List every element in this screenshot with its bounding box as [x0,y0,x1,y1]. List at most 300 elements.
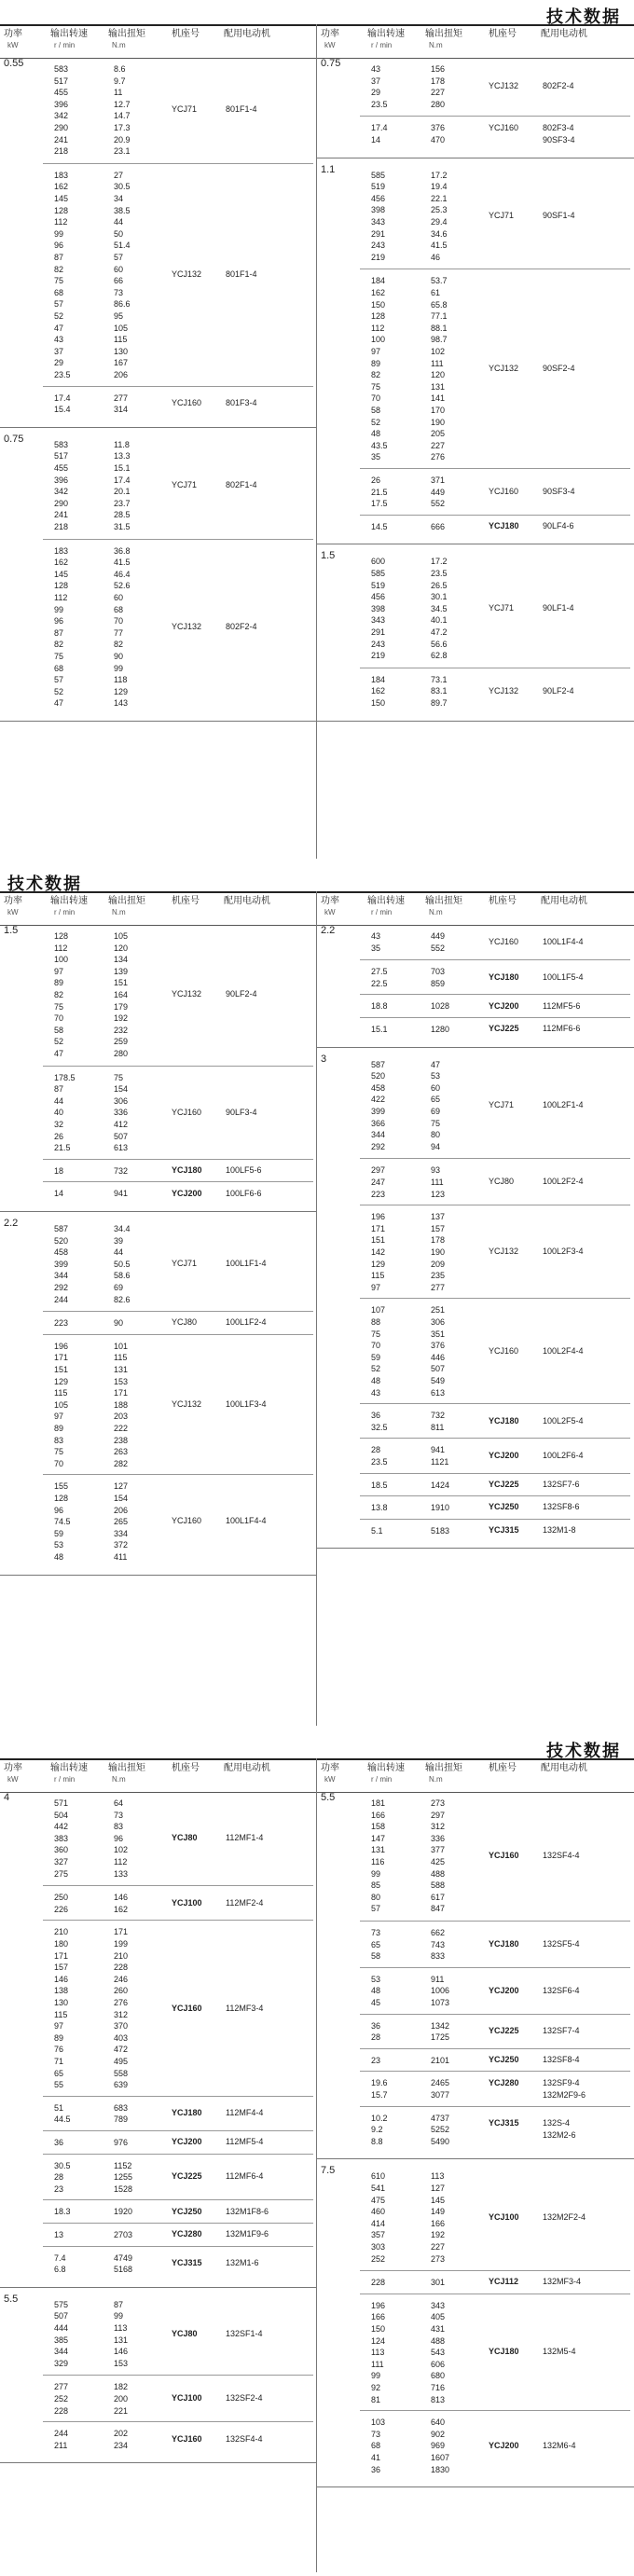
motor-model: 801F1-4 [226,269,257,280]
section-separator [0,721,317,722]
power-section [317,1792,634,2152]
output-torque: 60 [114,592,124,602]
table-row [371,369,483,381]
table-row [54,2102,166,2115]
output-speed: 456 [371,193,386,203]
output-torque: 232 [114,1025,129,1035]
output-torque: 90 [114,1318,124,1329]
frame-model: YCJ132 [172,989,202,999]
output-speed: 128 [54,931,69,941]
output-torque: 277 [431,1282,446,1292]
motor-model: 132SF8-4 [543,2055,580,2065]
output-speed: 166 [371,2312,386,2322]
output-speed: 7.4 [54,2252,66,2263]
output-speed: 36 [371,2464,381,2474]
table-row [54,498,166,510]
table-row [371,2323,483,2335]
output-speed: 52 [54,310,64,321]
motor-model: 132M2F2-4 [543,2211,586,2222]
motor-model: 132SF7-4 [543,2026,580,2036]
output-speed: 455 [54,462,69,473]
output-torque: 351 [431,1329,446,1339]
data-rows [54,63,166,158]
output-torque: 1528 [114,2183,133,2194]
output-speed: 35 [371,452,381,462]
model-group [43,2096,313,2131]
model-group [360,515,630,539]
table-row [371,1833,483,1845]
header-model-label: 机座号 [489,1763,517,1773]
model-group [360,1017,630,1041]
output-speed: 103 [371,2418,386,2428]
table-row [371,2218,483,2230]
output-torque: 1028 [431,1001,450,1012]
output-torque: 133 [114,1868,129,1879]
output-torque: 941 [431,1445,446,1455]
header-power-unit: kW [324,908,336,916]
motor-model: 90SF3-4 [543,486,575,496]
power-section [0,1218,317,1568]
table-row [54,2252,166,2265]
output-torque: 376 [431,123,446,133]
output-speed: 178.5 [54,1072,76,1082]
output-torque: 66 [114,276,124,286]
frame-model: YCJ132 [172,1399,202,1410]
output-torque: 154 [114,1084,129,1095]
output-speed: 80 [371,1892,381,1902]
output-torque: 146 [114,2347,129,2357]
output-speed: 218 [54,521,69,531]
output-speed: 5.1 [371,1525,383,1536]
output-speed: 35 [371,943,381,953]
output-speed: 6.8 [54,2265,66,2275]
output-speed: 116 [371,1856,385,1867]
output-speed: 14 [371,134,381,145]
header-model [489,29,517,40]
output-speed: 442 [54,1822,69,1832]
header-speed-unit: r / min [371,1775,393,1784]
output-speed: 21.5 [371,487,388,497]
table-column [0,58,317,862]
motor-model: 112MF6-4 [226,2171,264,2182]
output-speed: 75 [54,276,64,286]
output-torque: 277 [114,393,129,403]
table-row [54,1387,166,1399]
output-torque: 31.5 [114,521,131,531]
output-speed: 151 [371,1235,386,1246]
table-row [371,2241,483,2253]
data-rows [371,930,483,954]
model-group [360,269,630,469]
output-torque: 19.4 [431,182,448,192]
output-speed: 68 [54,663,64,673]
output-speed: 344 [371,1130,386,1140]
model-group [43,434,313,539]
table-row [54,145,166,158]
data-rows [371,2300,483,2405]
output-speed: 71 [54,2056,64,2066]
table-row [371,2055,483,2067]
frame-model: YCJ180 [489,521,519,531]
table-row [54,275,166,287]
table-row [54,1505,166,1517]
output-torque: 154 [114,1493,129,1503]
power-section [0,2294,317,2457]
section-separator [0,1575,317,1576]
data-rows [54,2206,166,2218]
table-row [371,275,483,287]
output-speed: 460 [371,2207,386,2217]
motor-model-alt: 132M2-6 [543,2130,576,2141]
table-row [54,287,166,299]
table-row [54,1399,166,1412]
output-speed: 585 [371,170,386,180]
output-torque: 273 [431,1798,446,1808]
model-group [360,2294,630,2411]
output-speed: 517 [54,451,69,461]
data-rows [371,63,483,110]
table-row [54,1036,166,1048]
output-torque: 14.7 [114,111,131,121]
output-speed: 15.7 [371,2089,388,2100]
table-row [371,87,483,99]
output-torque: 1006 [431,1986,450,1996]
table-header-half [0,893,317,925]
output-torque: 228 [114,1963,129,1973]
table-row [371,1270,483,1282]
table-row [371,1094,483,1106]
output-torque: 238 [114,1435,129,1445]
output-torque: 206 [114,1505,129,1515]
output-speed: 18.3 [54,2207,71,2217]
table-row [54,2358,166,2370]
output-speed: 36 [54,2138,64,2147]
output-speed: 343 [371,615,386,626]
output-speed: 171 [371,1223,386,1233]
output-speed: 130 [54,1997,69,2007]
catalog-page [0,867,634,1729]
model-group [43,1920,313,2096]
table-column [317,925,634,1729]
output-torque: 543 [431,2348,446,2358]
output-torque: 105 [114,931,129,941]
output-speed: 52 [54,686,64,696]
model-group [43,2294,313,2376]
output-speed: 19.6 [371,2078,388,2088]
table-row [54,1235,166,1247]
table-row [54,954,166,966]
section-separator [0,2287,317,2288]
header-power-label: 功率 [4,29,22,39]
output-torque: 105 [114,323,129,333]
output-speed: 303 [371,2241,386,2252]
header-power-label: 功率 [321,29,339,39]
output-torque: 190 [431,1247,446,1257]
output-speed: 97 [54,966,64,976]
table-row [54,2114,166,2126]
output-torque: 62.8 [431,651,448,661]
output-speed: 520 [54,1235,69,1246]
output-torque: 552 [431,943,446,953]
output-torque: 306 [431,1316,446,1327]
table-row [54,1446,166,1458]
motor-model: 100L1F4-4 [226,1516,267,1526]
motor-model: 801F3-4 [226,398,257,408]
output-speed: 57 [54,675,64,685]
data-rows [54,1072,166,1154]
output-torque: 449 [431,931,446,941]
output-speed: 157 [54,1963,69,1973]
model-group [43,386,313,421]
table-row [54,2044,166,2056]
frame-model: YCJ160 [489,1345,519,1356]
output-speed: 40 [54,1108,64,1118]
header-speed-unit: r / min [54,1775,76,1784]
output-torque: 164 [114,989,129,999]
table-row [54,663,166,675]
table-row [371,2020,483,2032]
section-separator [0,1211,317,1212]
output-speed: 399 [371,1106,386,1116]
output-torque: 157 [431,1223,446,1233]
header-power [4,1763,22,1785]
output-speed: 29 [371,88,381,98]
table-row [371,2452,483,2464]
section-separator [317,1548,634,1549]
output-speed: 162 [371,686,386,696]
output-speed: 129 [54,1376,69,1386]
model-group [43,163,313,387]
table-row [371,1316,483,1329]
output-speed: 398 [371,603,386,613]
output-speed: 48 [371,1375,381,1385]
output-torque: 640 [431,2418,446,2428]
output-speed: 128 [371,311,386,322]
output-torque: 50 [114,228,124,239]
output-torque: 911 [431,1974,445,1984]
output-speed: 292 [371,1141,386,1151]
frame-model: YCJ160 [489,122,519,132]
output-speed: 115 [54,2009,68,2019]
output-torque: 606 [431,2359,446,2369]
output-speed: 74.5 [54,1517,71,1527]
motor-model: 112MF5-4 [226,2137,264,2147]
table-row [54,240,166,252]
table-column [317,58,634,862]
output-torque: 178 [431,76,446,86]
table-row [54,686,166,698]
model-group [360,550,630,667]
output-torque: 411 [114,1551,128,1562]
table-row [371,1363,483,1375]
output-torque: 53 [431,1071,441,1081]
output-speed: 43 [371,1387,381,1398]
data-rows [371,1525,483,1537]
output-speed: 59 [371,1352,381,1362]
output-torque: 2101 [431,2055,450,2065]
model-group [43,1181,313,1205]
frame-model: YCJ71 [489,1099,515,1109]
output-torque: 149 [431,2207,446,2217]
output-torque: 5168 [114,2265,133,2275]
output-speed: 184 [371,276,386,286]
table-row [371,568,483,580]
motor-model: 100L2F4-4 [543,1345,584,1356]
motor-model: 132M6-4 [543,2440,576,2450]
table-row [371,2464,483,2476]
output-torque: 190 [431,417,446,427]
table-row [371,1927,483,1939]
output-speed: 55 [54,2080,64,2090]
table-row [371,181,483,193]
output-torque: 127 [431,2183,446,2193]
data-rows [371,1024,483,1036]
power-value: 0.75 [321,58,341,69]
output-speed: 58 [54,1025,64,1035]
table-row [54,580,166,592]
table-row [54,228,166,241]
output-torque: 488 [431,1868,446,1879]
table-row [54,1165,166,1178]
output-torque: 205 [431,429,446,439]
table-row [54,298,166,310]
output-torque: 47.2 [431,627,448,637]
model-group [43,2223,313,2247]
output-torque: 60 [114,264,124,274]
table-row [371,1000,483,1012]
table-row [371,2195,483,2207]
output-speed: 184 [371,674,386,684]
frame-model: YCJ280 [489,2077,519,2087]
table-row [371,1082,483,1095]
table-row [54,674,166,686]
output-speed: 99 [371,2371,381,2381]
table-row [54,193,166,205]
header-model [489,896,517,907]
motor-model-alt: 132M2F9-6 [543,2089,586,2100]
table-row [371,2229,483,2241]
frame-model: YCJ315 [489,2118,519,2128]
output-torque: 41.5 [431,241,448,251]
model-group [360,468,630,516]
output-speed: 28 [54,2172,64,2183]
model-group [43,58,313,163]
output-speed: 344 [54,1271,69,1281]
table-row [371,1164,483,1177]
table-row [54,205,166,217]
power-value: 3 [321,1053,327,1065]
motor-model: 132SF4-4 [226,2433,263,2444]
table-row [371,1141,483,1153]
table-row [371,193,483,205]
output-speed: 344 [54,2347,69,2357]
header-speed-label: 输出转速 [367,1763,405,1773]
table-row [54,1938,166,1950]
output-torque: 156 [431,64,446,74]
output-torque: 77 [114,627,124,638]
table-row [54,1247,166,1259]
frame-model: YCJ71 [489,603,515,613]
header-torque-label: 输出扭矩 [425,1763,462,1773]
output-torque: 613 [114,1143,129,1153]
frame-model: YCJ200 [489,1985,519,1995]
table-row [54,2440,166,2452]
output-speed: 41 [371,2452,381,2462]
data-rows [371,521,483,533]
table-row [371,1282,483,1294]
model-group [360,1519,630,1543]
output-speed: 241 [54,134,69,145]
table-row [54,1926,166,1938]
model-group [43,2130,313,2155]
output-speed: 17.4 [54,393,71,403]
output-torque: 13.3 [114,451,131,461]
data-rows [54,2137,166,2149]
output-torque: 495 [114,2056,129,2066]
output-speed: 247 [371,1177,386,1187]
table-row [371,346,483,358]
motor-model: 100L1F5-4 [543,971,584,982]
table-row [54,2137,166,2149]
output-speed: 228 [54,2405,69,2416]
table-row [371,674,483,686]
output-speed: 292 [54,1282,69,1292]
output-speed: 131 [371,1845,386,1855]
frame-model: YCJ80 [172,1317,198,1328]
output-torque: 27 [114,170,124,180]
output-torque: 82.6 [114,1294,131,1304]
output-speed: 100 [371,335,386,345]
output-torque: 260 [114,1986,129,1996]
output-speed: 342 [54,487,69,497]
frame-model: YCJ71 [172,480,198,490]
table-row [54,2264,166,2276]
motor-model: 132SF2-4 [226,2393,263,2404]
section-separator [317,1047,634,1048]
table-row [371,556,483,568]
header-speed-unit: r / min [54,41,76,49]
model-group [360,959,630,995]
output-speed: 44 [54,1095,64,1106]
table-row [54,1048,166,1060]
table-row [54,1095,166,1108]
catalog-page [0,0,634,862]
table-row [54,545,166,558]
output-speed: 181 [371,1798,386,1808]
table-row [371,1525,483,1537]
output-torque: 2465 [431,2078,450,2088]
output-speed: 32 [54,1119,64,1129]
output-speed: 399 [54,1259,69,1269]
output-torque: 833 [431,1951,446,1962]
output-torque: 129 [114,686,129,696]
power-value: 0.55 [4,58,24,69]
output-torque: 153 [114,1376,129,1386]
header-motor [224,1763,270,1774]
table-row [371,1856,483,1868]
output-speed: 507 [54,2311,69,2321]
table-row [371,639,483,651]
table-row [371,498,483,510]
output-speed: 610 [371,2171,386,2182]
output-torque: 276 [431,452,446,462]
power-section [317,164,634,538]
motor-model: 100L1F2-4 [226,1317,267,1328]
table-row [54,1974,166,1986]
output-torque: 203 [114,1412,129,1422]
table-row [371,697,483,709]
frame-model: YCJ250 [489,2055,519,2065]
